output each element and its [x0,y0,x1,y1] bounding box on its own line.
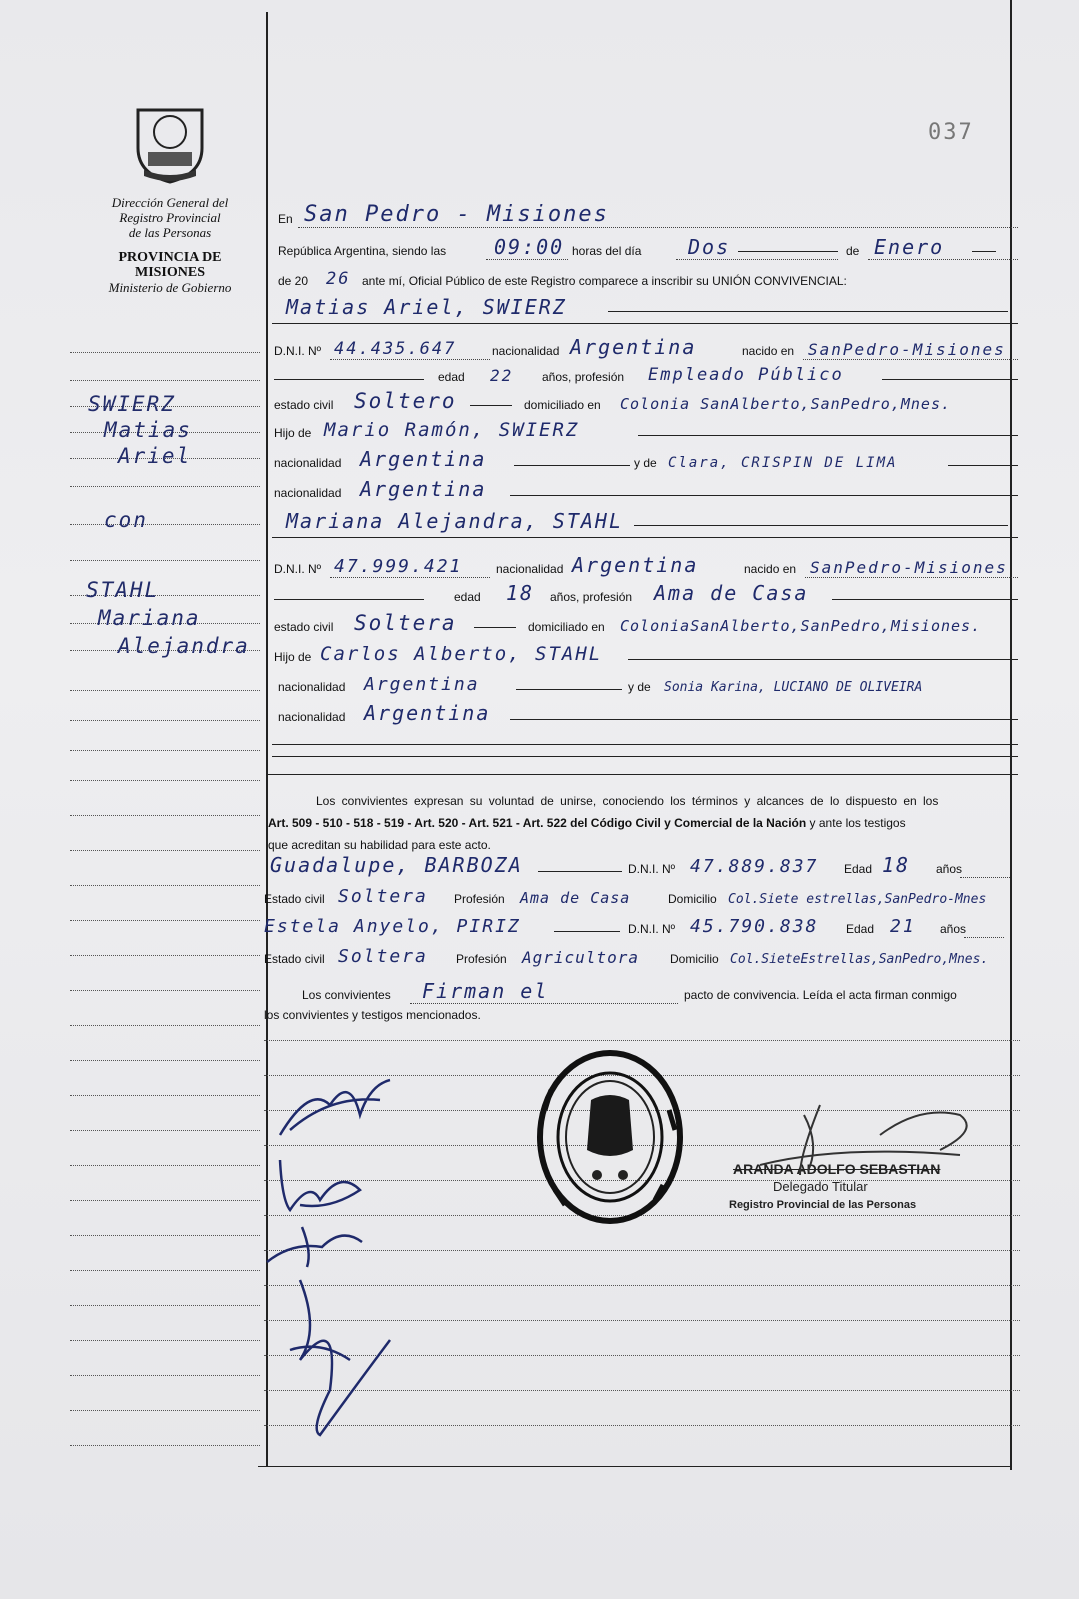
nac-label: nacionalidad [274,456,342,470]
p1-age: 22 [490,366,514,385]
margin-rule [70,1410,260,1411]
signature-rule [264,1250,1020,1251]
province-line-2: MISIONES [134,265,206,280]
edad-label: edad [454,590,481,604]
w2-civil: Soltera [338,946,428,967]
official-name: ARANDA ADOLFO SEBASTIAN [733,1161,941,1177]
w2-name: Estela Anyelo, PIRIZ [264,916,521,937]
declaration-witnesses: y ante los testigos [809,816,906,830]
place-row [278,202,1018,228]
margin-rule [70,1445,260,1446]
margin-rule [70,1130,260,1131]
official-office: Registro Provincial de las Personas [729,1199,917,1211]
margin-rule [70,690,260,691]
margin-note: SWIERZ [88,392,176,416]
nac-label: nacionalidad [496,562,564,576]
p2-mother-nat-row [278,700,1018,726]
p2-nationality: Argentina [572,553,699,577]
w2-address: Col.SieteEstrellas,SanPedro,Mnes. [730,952,989,967]
margin-note: Matias [104,418,192,442]
w2-dni-label: D.N.I. Nº [628,922,676,936]
w2-anos-label: años [940,922,967,936]
year-suffix: 26 [326,269,351,289]
w1-dni: 47.889.837 [690,856,819,877]
p2-civil-row [274,610,1018,636]
registry-line-1: Dirección General del [111,195,229,210]
time-value: 09:00 [494,235,565,259]
w1-age: 18 [882,853,911,877]
w2-estado-label: Estado civil [264,952,325,966]
year-row [278,264,1018,290]
province-line-1: PROVINCIA DE [118,250,222,265]
section-rule [268,774,1018,775]
w1-name-row [270,852,1010,878]
w1-dni-label: D.N.I. Nº [628,862,676,876]
p2-name-row [278,508,1018,534]
margin-rule [70,885,260,886]
p1-name-row [278,294,1018,320]
estado-label: estado civil [274,398,334,412]
place-value: San Pedro - Misiones [304,202,609,227]
closing-row [264,978,1004,1004]
p2-profession: Ama de Casa [654,581,809,605]
republic-label: República Argentina, siendo las [278,244,447,258]
margin-note: con [104,508,148,532]
p1-profession: Empleado Público [648,365,844,385]
en-label: En [278,212,293,226]
margin-rule [70,1340,260,1341]
p1-mother-row [274,446,1018,472]
declaration-line-3: que acreditan su habilidad para este acto. [268,838,491,852]
w1-anos-label: años [936,862,963,876]
margin-rule [70,1375,260,1376]
closing-suffix: pacto de convivencia. Leída el acta firman conmigo [684,988,957,1002]
p1-civil: Soltero [354,389,457,413]
margin-rule [70,1060,260,1061]
w2-dni: 45.790.838 [690,916,819,937]
w2-age: 21 [890,916,916,937]
margin-rule [70,750,260,751]
margin-rule [70,850,260,851]
edad-label: edad [438,370,465,384]
month-value: Enero [874,235,945,259]
declaration-line-2 [268,812,1008,834]
declaration-articles: Art. 509 - 510 - 518 - 519 - Art. 520 - Art. 521 - Art. 522 del Código Civil y Comercial de la Nación [268,816,807,830]
margin-rule [70,920,260,921]
de-label: de [846,244,860,258]
intro-tail: ante mí, Oficial Público de este Registro comparece a inscribir su UNIÓN CONVIVENCIAL: [362,274,847,288]
margin-note: Alejandra [118,634,250,658]
yde-label: y de [634,456,657,470]
margin-rule [70,1235,260,1236]
w2-edad-label: Edad [846,922,875,936]
margin-note: STAHL [86,578,160,602]
yde-label: y de [628,680,651,694]
official-signature [760,1095,990,1185]
margin-rule [70,1095,260,1096]
margin-note: Ariel [118,444,192,468]
p2-civil: Soltera [354,611,457,635]
margin-rule [70,955,260,956]
nac-label: nacionalidad [492,344,560,358]
registry-header [70,100,270,295]
anos-label: años, profesión [542,370,625,384]
signature-rule [264,1040,1020,1041]
w1-estado-label: Estado civil [264,892,325,906]
p1-mother: Clara, CRISPIN DE LIMA [668,455,898,471]
p1-born: SanPedro-Misiones [808,340,1006,359]
ministry: Ministerio de Gobierno [108,280,232,295]
p2-father: Carlos Alberto, STAHL [320,643,603,665]
blank-rule [272,744,1018,745]
p1-age-row [278,360,1018,386]
page-number: 037 [928,120,974,145]
p2-father-nat: Argentina [364,674,480,695]
margin-rule [70,1200,260,1201]
p1-name: Matias Ariel, SWIERZ [286,295,567,319]
margin-rule [70,352,260,353]
p1-mother-nat-row [274,476,1018,502]
province-emblem-icon [130,100,210,184]
margin-rule [70,780,260,781]
domic-label: domiciliado en [524,398,601,412]
w1-name: Guadalupe, BARBOZA [270,853,523,877]
nacido-label: nacido en [742,344,795,358]
margin-rule [70,1165,260,1166]
margin-rule [70,1025,260,1026]
registry-line-3: de las Personas [128,225,212,240]
p2-age-row [278,580,1018,606]
w1-profesion-label: Profesión [454,892,505,906]
margin-rule [70,380,260,381]
official-seal-icon [535,1050,685,1225]
w1-detail-row [264,882,1004,908]
year-prefix: de 20 [278,274,309,288]
hijo-label: Hijo de [274,650,312,664]
closing-line-2: los convivientes y testigos mencionados. [264,1008,481,1022]
nacido-label: nacido en [744,562,797,576]
p2-mother: Sonia Karina, LUCIANO DE OLIVEIRA [664,680,923,695]
p1-father-nat: Argentina [360,447,487,471]
hijo-label: Hijo de [274,426,312,440]
w1-civil: Soltera [338,886,428,907]
anos-label: años, profesión [550,590,633,604]
p1-address: Colonia SanAlberto,SanPedro,Mnes. [620,395,952,413]
signature-witness-1 [262,1222,372,1272]
dni-label: D.N.I. Nº [274,344,322,358]
margin-note: Mariana [98,606,201,630]
declaration-line-1: Los convivientes expresan su voluntad de unirse, conociendo los términos y alcances de lo dispuesto en los [316,794,939,808]
closing-verb: Firman el [422,979,549,1003]
p2-dni-row [274,552,1018,578]
w2-detail-row [264,942,1004,968]
p2-name: Mariana Alejandra, STAHL [286,509,623,533]
official-role: Delegado Titular [773,1179,868,1194]
p1-father: Mario Ramón, SWIERZ [324,419,580,441]
registry-line-2: Registro Provincial [119,210,221,225]
estado-label: estado civil [274,620,334,634]
nac-label: nacionalidad [278,710,346,724]
signature-contrayente-2 [270,1150,380,1220]
signature-contrayente-1 [270,1075,400,1145]
w2-profession: Agricultora [522,948,639,967]
p2-mother-row [278,670,1018,696]
margin-rule [70,720,260,721]
margin-rule [70,560,260,561]
margin-rule [70,815,260,816]
p1-mother-nat: Argentina [360,477,487,501]
bottom-border [258,1466,1012,1467]
p1-dni-row [274,334,1018,360]
w1-profession: Ama de Casa [520,889,631,907]
margin-rule [70,524,260,525]
p2-mother-nat: Argentina [364,701,491,725]
w2-profesion-label: Profesión [456,952,507,966]
margin-rule [70,486,260,487]
w1-domicilio-label: Domicilio [668,892,717,906]
p2-age: 18 [506,581,535,605]
w2-name-row [264,912,1004,938]
signature-witness-2 [280,1270,400,1440]
nac-label: nacionalidad [278,680,346,694]
declaration [268,790,1008,856]
margin-rule [70,1270,260,1271]
p1-dni: 44.435.647 [334,339,457,359]
margin-rule [70,990,260,991]
margin-rule [70,1305,260,1306]
dni-label: D.N.I. Nº [274,562,322,576]
p2-father-row [274,640,1018,666]
p1-civil-row [274,388,1018,414]
w1-edad-label: Edad [844,862,873,876]
blank-rule [272,756,1018,757]
day-value: Dos [688,235,731,259]
nac-label: nacionalidad [274,486,342,500]
horas-label: horas del día [572,244,642,258]
closing-prefix: Los convivientes [302,988,391,1002]
w2-domicilio-label: Domicilio [670,952,719,966]
p2-dni: 47.999.421 [334,556,463,577]
w1-address: Col.Siete estrellas,SanPedro-Mnes [728,892,987,907]
p2-born: SanPedro-Misiones [810,558,1008,577]
p2-address: ColoniaSanAlberto,SanPedro,Misiones. [620,617,982,635]
p1-nationality: Argentina [570,335,697,359]
p1-father-row [274,416,1018,442]
date-row [278,234,1018,260]
domic-label: domiciliado en [528,620,605,634]
